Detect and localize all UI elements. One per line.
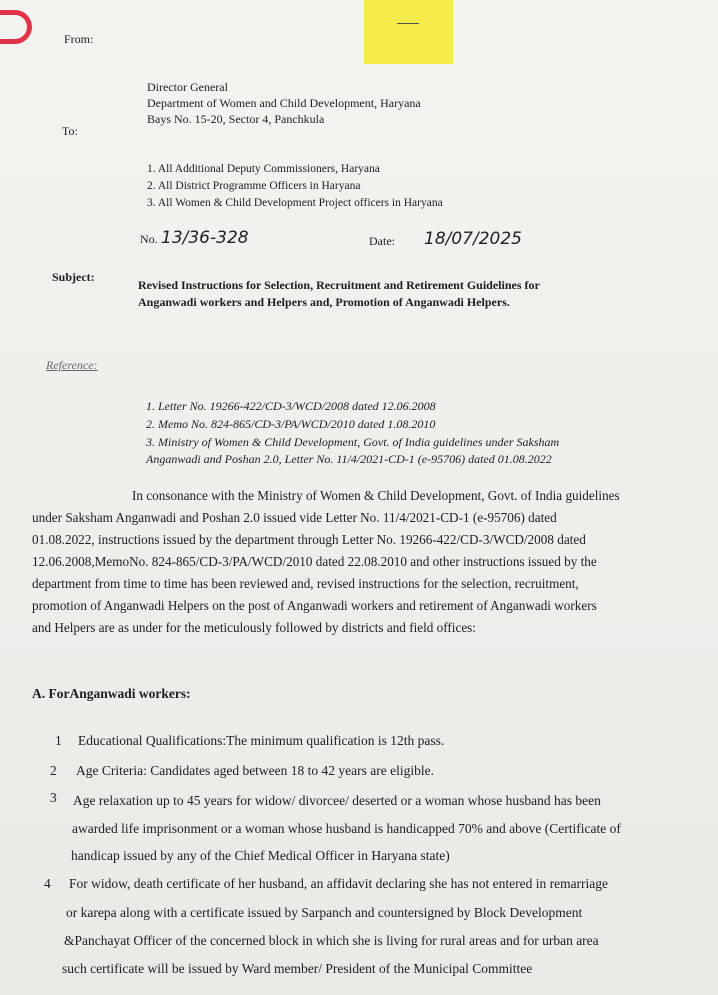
body-line: 01.08.2022, instructions issued by the department through Letter No. 19266-422/CD-3/WCD/2008 dated [32, 532, 586, 547]
reference-item-3-cont: Anganwadi and Poshan 2.0, Letter No. 11/4/2021-CD-1 (e-95706) dated 01.08.2022 [146, 452, 552, 466]
subject-line-1: Revised Instructions for Selection, Recruitment and Retirement Guidelines for [138, 278, 540, 292]
memo-no-handwritten: 13/36-328 [161, 228, 249, 248]
item-3-line-3: handicap issued by any of the Chief Medical Officer in Haryana state) [71, 848, 450, 863]
reference-label: Reference: [46, 358, 98, 372]
body-line: promotion of Anganwadi Helpers on the post of Anganwadi workers and retirement of Anganwadi workers [32, 598, 597, 613]
item-4-line-3: &Panchayat Officer of the concerned block in which she is living for rural areas and for urban area [64, 933, 599, 948]
body-line: In consonance with the Ministry of Women & Child Development, Govt. of India guidelines [132, 488, 620, 503]
item-2-text: Age Criteria: Candidates aged between 18 to 42 years are eligible. [76, 763, 434, 778]
subject-line-2: Anganwadi workers and Helpers and, Promotion of Anganwadi Helpers. [138, 295, 510, 309]
memo-no-label: No. [140, 232, 158, 246]
to-item-1: 1. All Additional Deputy Commissioners, Haryana [147, 163, 380, 175]
item-number: 1 [55, 733, 62, 748]
sticky-note-pen-mark [397, 23, 419, 24]
to-item-2: 2. All District Programme Officers in Haryana [147, 180, 361, 192]
item-4-line-4: such certificate will be issued by Ward member/ President of the Municipal Committee [62, 961, 533, 976]
reference-item-1: 1. Letter No. 19266-422/CD-3/WCD/2008 dated 12.06.2008 [146, 399, 436, 413]
item-number: 3 [50, 790, 57, 805]
body-line: under Saksham Anganwadi and Poshan 2.0 issued vide Letter No. 11/4/2021-CD-1 (e-95706) dated [32, 510, 557, 525]
item-1-text: Educational Qualifications:The minimum qualification is 12th pass. [78, 733, 445, 748]
reference-item-2: 2. Memo No. 824-865/CD-3/PA/WCD/2010 dated 1.08.2010 [146, 417, 436, 431]
reference-item-3: 3. Ministry of Women & Child Development, Govt. of India guidelines under Saksham [146, 435, 560, 449]
item-3-line-1: Age relaxation up to 45 years for widow/ divorcee/ deserted or a woman whose husband has been [73, 793, 601, 808]
red-clip-mark [0, 10, 32, 44]
from-line-3: Bays No. 15-20, Sector 4, Panchkula [147, 112, 325, 126]
item-number: 4 [44, 876, 51, 891]
date-handwritten: 18/07/2025 [424, 229, 522, 249]
section-heading-a: A. ForAnganwadi workers: [32, 686, 191, 701]
body-line: and Helpers are as under for the meticulously followed by districts and field offices: [32, 620, 476, 635]
from-line-2: Department of Women and Child Development, Haryana [147, 96, 421, 110]
item-3-line-2: awarded life imprisonment or a woman whose husband is handicapped 70% and above (Certificate of [72, 821, 621, 836]
body-line: 12.06.2008,MemoNo. 824-865/CD-3/PA/WCD/2010 dated 22.08.2010 and other instructions issued by the [32, 554, 597, 569]
sticky-note [364, 0, 453, 64]
from-label: From: [64, 32, 94, 46]
date-label: Date: [369, 234, 395, 248]
item-4-line-1: For widow, death certificate of her husband, an affidavit declaring she has not entered in remarriage [69, 876, 609, 891]
from-line-1: Director General [147, 80, 228, 94]
subject-label: Subject: [52, 270, 95, 284]
body-line: department from time to time has been reviewed and, revised instructions for the selection, recruitment, [32, 576, 579, 591]
item-number: 2 [50, 763, 57, 778]
body-paragraph [32, 485, 704, 639]
item-4-line-2: or karepa along with a certificate issued by Sarpanch and countersigned by Block Development [66, 905, 583, 920]
to-label: To: [62, 124, 78, 138]
to-item-3: 3. All Women & Child Development Project officers in Haryana [147, 197, 443, 209]
